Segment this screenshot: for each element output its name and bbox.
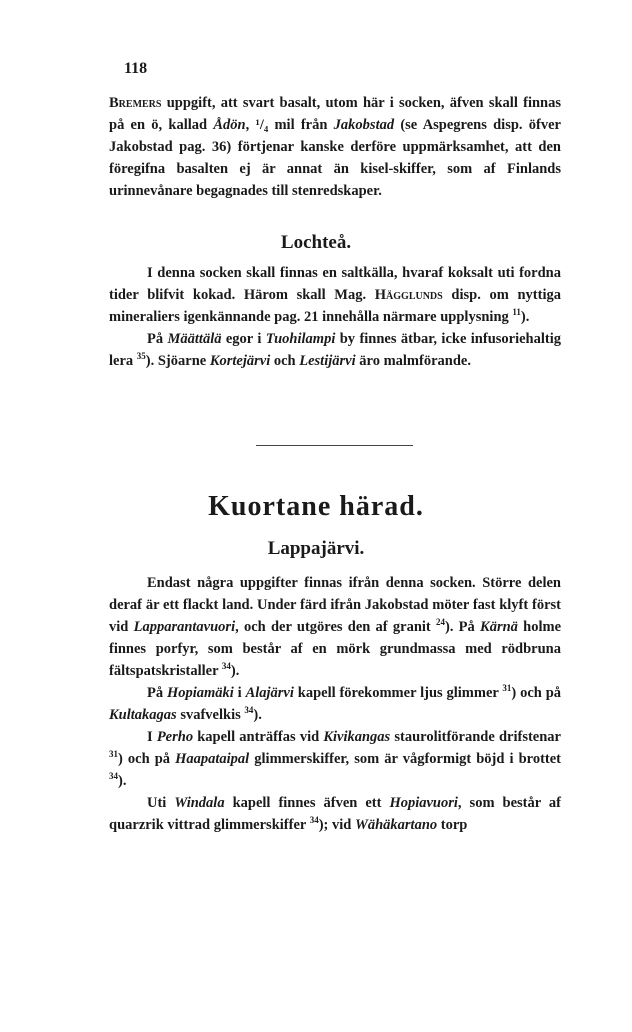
text-run: disp. om nyttiga mineraliers igenkännande pag. 21 innehålla närmare upplysning	[109, 287, 561, 325]
paragraph	[109, 726, 561, 792]
paragraph	[109, 262, 561, 328]
place-name: Kivikangas	[323, 729, 391, 745]
text-run: ).	[520, 309, 530, 325]
text-run: ) och på	[511, 685, 562, 701]
text-run: ). På	[444, 619, 481, 635]
section-heading-lappajarvi: Lappajärvi.	[267, 538, 365, 559]
page-number: 118	[124, 60, 148, 77]
place-name: Wähäkartano	[354, 817, 438, 833]
text-run: I	[147, 729, 157, 745]
text-run: staurolitförande drifstenar	[390, 729, 561, 745]
paragraph	[109, 572, 561, 682]
place-name: Lapparantavuori	[133, 619, 236, 635]
text-run: och	[270, 353, 300, 369]
text-run: mil från	[268, 117, 334, 133]
text-run: , som består af quarzrik vittrad glimmerskiffer	[109, 795, 561, 833]
text-run: svafvelkis	[176, 707, 245, 723]
footnote-ref: 34	[244, 705, 254, 716]
text-run: egor i	[221, 331, 266, 347]
text-run: ). Sjöarne	[145, 353, 210, 369]
place-name: Windala	[174, 795, 225, 811]
text-run: ).	[230, 663, 240, 679]
footnote-ref: 31	[502, 683, 512, 694]
place-name: Kortejärvi	[209, 353, 271, 369]
author-name: Hägglunds	[374, 287, 443, 303]
place-name: Perho	[156, 729, 194, 745]
text-run: Uti	[147, 795, 175, 811]
footnote-ref: 35	[136, 351, 146, 362]
text-run: kapell anträffas vid	[193, 729, 324, 745]
lappajarvi-paragraphs	[109, 572, 561, 836]
footnote-ref: 34	[309, 815, 319, 826]
fraction: ¹/₄	[255, 117, 269, 133]
chapter-heading-kuortane: Kuortane härad.	[208, 491, 424, 522]
text-run: ,	[245, 117, 256, 133]
text-run: torp	[437, 817, 468, 833]
place-name: Määttälä	[167, 331, 222, 347]
text-run: I denna socken skall finnas en saltkälla, hvaraf koksalt uti fordna tider blifvit kokad. Härom skall Mag.	[109, 265, 561, 303]
place-name: Kärnä	[480, 619, 518, 635]
place-name: Haapataipal	[175, 751, 250, 767]
paragraph	[109, 682, 561, 726]
place-name: Kultakagas	[109, 707, 177, 723]
text-run: holme finnes porfyr, som består af en mörk grundmassa med rödbruna fältspatskristaller	[109, 619, 562, 679]
section-heading-lochtea: Lochteå.	[280, 232, 352, 253]
footnote-ref: 34	[221, 661, 231, 672]
footnote-ref: 11	[512, 307, 521, 318]
place-name: Ådön	[213, 117, 246, 133]
text-run: ); vid	[318, 817, 355, 833]
text-run: by finnes ätbar, icke infusoriehaltig lera	[109, 331, 561, 369]
text-run: På	[147, 685, 167, 701]
intro-paragraph	[109, 92, 561, 202]
text-run: äro malmförande.	[355, 353, 471, 369]
text-run: ).	[118, 773, 127, 789]
author-name: Bremers	[109, 95, 162, 111]
place-name: Hopiamäki	[166, 685, 234, 701]
text-run: , och der utgöres den af granit	[235, 619, 436, 635]
text-run: Endast några uppgifter finnas ifrån denna socken. Större delen deraf är ett flackt land. Under färd ifrån Jakobstad möter fast klyft först vid	[109, 575, 561, 635]
lochtea-paragraphs	[109, 262, 561, 372]
text-run: kapell förekommer ljus glimmer	[293, 685, 503, 701]
place-name: Tuohilampi	[265, 331, 336, 347]
footnote-ref: 24	[435, 617, 445, 628]
text-run: ) och på	[118, 751, 176, 767]
place-name: Jakobstad	[333, 117, 395, 133]
text-run: i	[233, 685, 246, 701]
place-name: Hopiavuori	[389, 795, 458, 811]
text-run: uppgift, att svart basalt, utom här i socken, äfven skall finnas på en ö, kallad	[109, 95, 561, 133]
paragraph	[109, 792, 561, 836]
text-run: På	[147, 331, 168, 347]
text-run: (se Aspegrens disp. öfver Jakobstad pag. 36) förtjenar kanske derföre uppmärksamhet, att den föregifna basalten ej är annat än kisel-skiffer, som af Finlands urinnevånare begagnades till stenredskaper.	[109, 117, 561, 199]
place-name: Lestijärvi	[299, 353, 356, 369]
text-run: ).	[253, 707, 262, 723]
footnote-ref: 31	[109, 749, 118, 760]
section-divider	[256, 445, 413, 446]
text-run: kapell finnes äfven ett	[224, 795, 390, 811]
place-name: Alajärvi	[245, 685, 294, 701]
text-run: glimmerskiffer, som är vågformigt böjd i brottet	[249, 751, 561, 767]
footnote-ref: 34	[109, 771, 118, 782]
paragraph	[109, 328, 561, 372]
